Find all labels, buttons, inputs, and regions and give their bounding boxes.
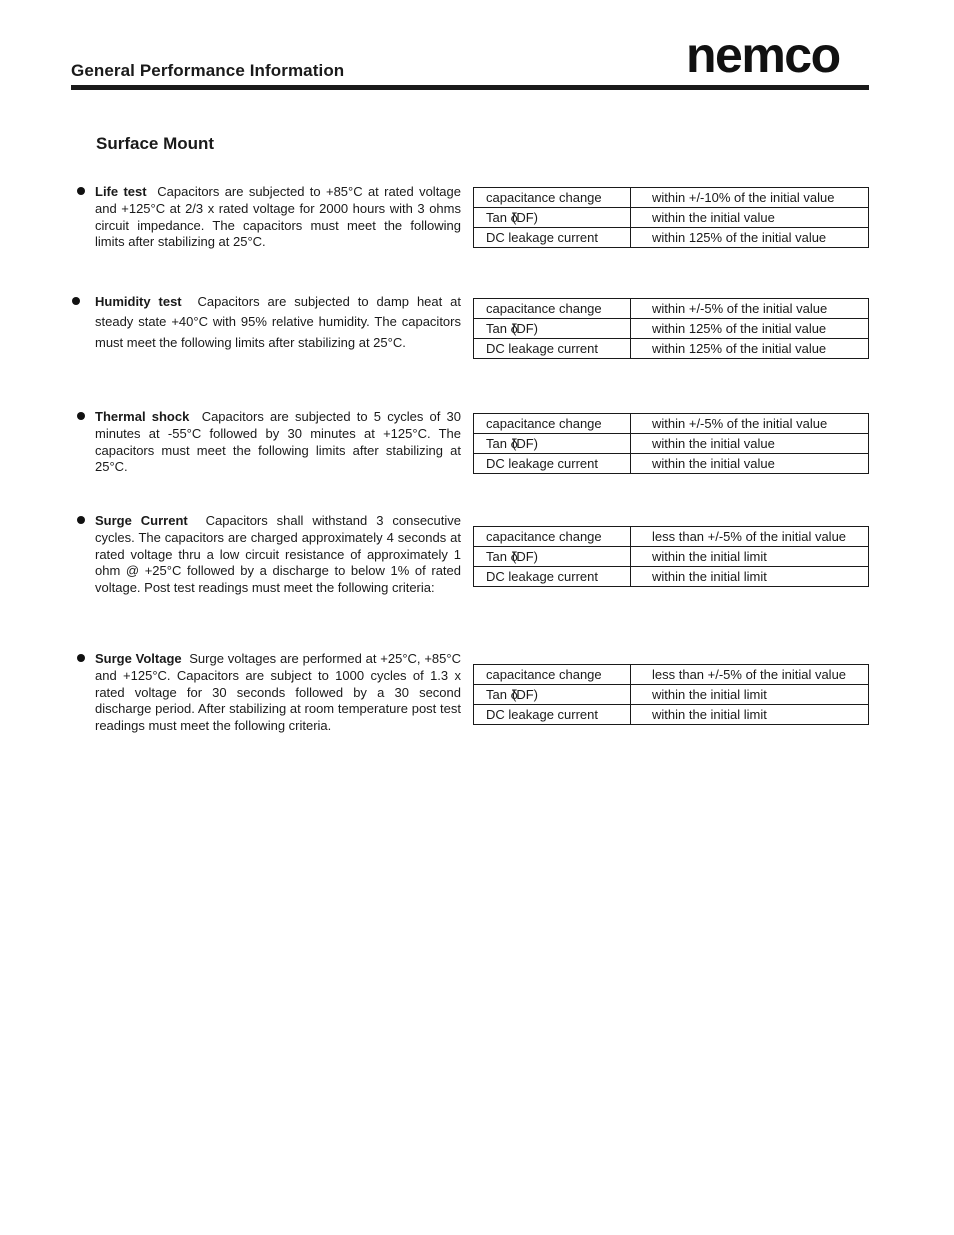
test-description	[95, 292, 461, 353]
page-title: General Performance Information	[71, 61, 345, 80]
value-cell: within the initial limit	[631, 705, 869, 725]
value-cell: within the initial limit	[631, 685, 869, 705]
value-cell: within the initial limit	[631, 567, 869, 587]
table-row	[474, 188, 869, 208]
bullet-icon	[77, 516, 85, 524]
value-cell: within +/-10% of the initial value	[631, 188, 869, 208]
limits-table	[473, 664, 869, 725]
test-text: Capacitors shall withstand 3 consecutive cycles. The capacitors are charged approximately 4 seconds at rated voltage thru a low circuit resistance of approximately 1 ohm @ +25°C followed by a discharge to below 1% of rated voltage. Post test readings must meet the following criteria:	[95, 513, 462, 596]
table-row	[474, 319, 869, 339]
test-description	[95, 651, 461, 735]
param-cell	[474, 685, 631, 705]
param-symbol: Tan δ	[486, 321, 518, 336]
param-cell	[474, 319, 631, 339]
table-row	[474, 527, 869, 547]
test-name: Thermal shock	[95, 409, 190, 424]
param-symbol: Tan δ	[486, 210, 518, 225]
test-text: Surge voltages are performed at +25°C, +85°C and +125°C. Capacitors are subject to 1000 cycles of 1.3 x rated voltage for 30 seconds followed by a 30 second discharge period. After stabilizing at room temperature post test readings must meet the following criteria.	[95, 651, 461, 734]
param-cell: DC leakage current	[474, 454, 631, 474]
table-row	[474, 567, 869, 587]
table-row	[474, 339, 869, 359]
param-symbol: Tan δ	[486, 436, 518, 451]
table-row	[474, 434, 869, 454]
table-row	[474, 547, 869, 567]
value-cell: within the initial value	[631, 454, 869, 474]
test-description	[95, 184, 461, 251]
limits-table	[473, 413, 869, 474]
table-row	[474, 299, 869, 319]
param-cell: capacitance change	[474, 527, 631, 547]
value-cell: within the initial value	[631, 434, 869, 454]
value-cell: within 125% of the initial value	[631, 319, 869, 339]
value-cell: within the initial value	[631, 208, 869, 228]
param-suffix: (DF)	[512, 210, 538, 225]
table-row	[474, 454, 869, 474]
table-row	[474, 228, 869, 248]
test-text: Capacitors are subjected to +85°C at rated voltage and +125°C at 2/3 x rated voltage for 2000 hours with 3 ohms circuit impedance. The capacitors must meet the following limits after stabilizing at 25°C.	[95, 184, 461, 250]
param-cell: capacitance change	[474, 188, 631, 208]
param-cell	[474, 434, 631, 454]
value-cell: within +/-5% of the initial value	[631, 414, 869, 434]
test-description	[95, 409, 461, 476]
param-cell: DC leakage current	[474, 567, 631, 587]
test-name: Surge Current	[95, 513, 188, 528]
param-suffix: (DF)	[512, 321, 538, 336]
param-cell: DC leakage current	[474, 339, 631, 359]
param-suffix: (DF)	[512, 436, 538, 451]
bullet-icon	[77, 654, 85, 662]
test-name: Life test	[95, 184, 147, 199]
limits-table	[473, 298, 869, 359]
param-symbol: Tan δ	[486, 687, 518, 702]
test-name: Surge Voltage	[95, 651, 182, 666]
value-cell: within 125% of the initial value	[631, 339, 869, 359]
table-row	[474, 705, 869, 725]
test-text: Capacitors are subjected to damp heat at steady state +40°C with 95% relative humidity. The capacitors must meet the following limits after stabilizing at 25°C.	[95, 294, 461, 350]
param-cell: DC leakage current	[474, 705, 631, 725]
param-cell	[474, 547, 631, 567]
header-divider	[71, 85, 869, 90]
value-cell: within the initial limit	[631, 547, 869, 567]
param-suffix: (DF)	[512, 687, 538, 702]
value-cell: less than +/-5% of the initial value	[631, 665, 869, 685]
bullet-icon	[77, 187, 85, 195]
table-row	[474, 665, 869, 685]
limits-table	[473, 187, 869, 248]
test-description	[95, 513, 461, 597]
test-text: Capacitors are subjected to 5 cycles of 30 minutes at -55°C followed by 30 minutes at +125°C. The capacitors must meet the following limits after stabilizing at 25°C.	[95, 409, 461, 475]
test-name: Humidity test	[95, 294, 182, 309]
nemco-logo: nemco	[686, 27, 840, 83]
param-suffix: (DF)	[512, 549, 538, 564]
bullet-icon	[72, 297, 80, 305]
bullet-icon	[77, 412, 85, 420]
param-cell: capacitance change	[474, 665, 631, 685]
param-cell: capacitance change	[474, 299, 631, 319]
value-cell: within 125% of the initial value	[631, 228, 869, 248]
value-cell: less than +/-5% of the initial value	[631, 527, 869, 547]
table-row	[474, 685, 869, 705]
limits-table	[473, 526, 869, 587]
section-title: Surface Mount	[96, 134, 215, 153]
value-cell: within +/-5% of the initial value	[631, 299, 869, 319]
param-symbol: Tan δ	[486, 549, 518, 564]
table-row	[474, 208, 869, 228]
param-cell: capacitance change	[474, 414, 631, 434]
param-cell: DC leakage current	[474, 228, 631, 248]
param-cell	[474, 208, 631, 228]
table-row	[474, 414, 869, 434]
